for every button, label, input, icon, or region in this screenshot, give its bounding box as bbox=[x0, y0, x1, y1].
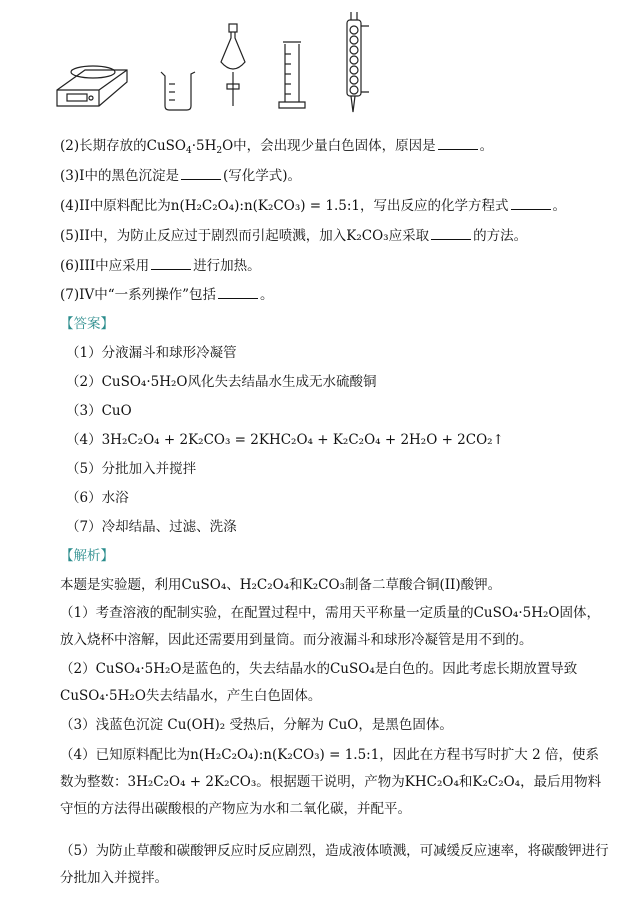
ball-condenser-icon bbox=[347, 12, 369, 112]
answer-item: （6）水浴 bbox=[66, 490, 129, 506]
answer-blank bbox=[438, 137, 478, 150]
question-4: (4)II中原料配比为n(H₂C₂O₄):n(K₂CO₃) = 1.5:1，写出反应的化学方程式 。 bbox=[60, 198, 567, 214]
balance-icon bbox=[57, 66, 127, 106]
answer-item: （4）3H₂C₂O₄ + 2K₂CO₃ = 2KHC₂O₄ + K₂C₂O₄ + 2H₂O + 2CO₂↑ bbox=[66, 432, 504, 448]
question-2: (2)长期存放的$CuSO_4\cdot 5H_2O$中，会出现少量白色固体，原因是 。 bbox=[60, 138, 494, 156]
answer-blank bbox=[181, 167, 221, 180]
answer-item: （2）CuSO₄·5H₂O风化失去结晶水生成无水硫酸铜 bbox=[66, 374, 377, 390]
separatory-funnel-icon bbox=[221, 24, 245, 106]
analysis-paragraph: （1）考查溶液的配制实验，在配置过程中，需用天平称量一定质量的CuSO₄·5H₂O固体，放入烧杯中溶解，因此还需要用到量筒。而分液漏斗和球形冷凝管是用不到的。 bbox=[60, 605, 600, 648]
apparatus-figure bbox=[55, 10, 385, 122]
answer-item: （5）分批加入并搅拌 bbox=[66, 461, 197, 477]
answer-blank bbox=[218, 286, 258, 299]
answer-item: （3）CuO bbox=[66, 403, 132, 419]
question-6: (6)III中应采用 进行加热。 bbox=[60, 258, 261, 274]
question-7: (7)IV中“一系列操作”包括 。 bbox=[60, 287, 274, 303]
graduated-cylinder-icon bbox=[279, 42, 305, 108]
answer-blank bbox=[431, 227, 471, 240]
analysis-heading: 【解析】 bbox=[60, 548, 114, 564]
answer-blank bbox=[511, 197, 551, 210]
question-5: (5)II中，为防止反应过于剧烈而引起喷溅，加入K₂CO₃应采取 的方法。 bbox=[60, 228, 528, 244]
answer-item: （1）分液漏斗和球形冷凝管 bbox=[66, 345, 237, 361]
analysis-paragraph: （2）CuSO₄·5H₂O是蓝色的，失去结晶水的CuSO₄是白色的。因此考虑长期放置导致CuSO₄·5H₂O失去结晶水，产生白色固体。 bbox=[60, 661, 578, 704]
analysis-paragraph: 本题是实验题，利用CuSO₄、H₂C₂O₄和K₂CO₃制备二草酸合铜(II)酸钾。 bbox=[60, 577, 502, 593]
answer-blank bbox=[151, 257, 191, 270]
answer-heading: 【答案】 bbox=[60, 316, 114, 332]
beaker-icon bbox=[161, 72, 195, 110]
analysis-paragraph: （5）为防止草酸和碳酸钾反应时反应剧烈，造成液体喷溅，可减缓反应速率，将碳酸钾进行分批加入并搅拌。 bbox=[60, 843, 609, 886]
analysis-paragraph: （4）已知原料配比为n(H₂C₂O₄):n(K₂CO₃) = 1.5:1，因此在方程书写时扩大 2 倍，使系数为整数：3H₂C₂O₄ + 2K₂CO₃。根据题干说明，产物为KHC₂O₄和K₂C₂O₄，最后用物料守恒的方法得出碳酸根的产物应为水和二氧化碳，并配平。 bbox=[60, 747, 602, 817]
analysis-paragraph: （3）浅蓝色沉淀 Cu(OH)₂ 受热后，分解为 CuO，是黑色固体。 bbox=[60, 717, 453, 733]
answer-item: （7）冷却结晶、过滤、洗涤 bbox=[66, 519, 237, 535]
question-3: (3)I中的黑色沉淀是 (写化学式)。 bbox=[60, 168, 302, 184]
